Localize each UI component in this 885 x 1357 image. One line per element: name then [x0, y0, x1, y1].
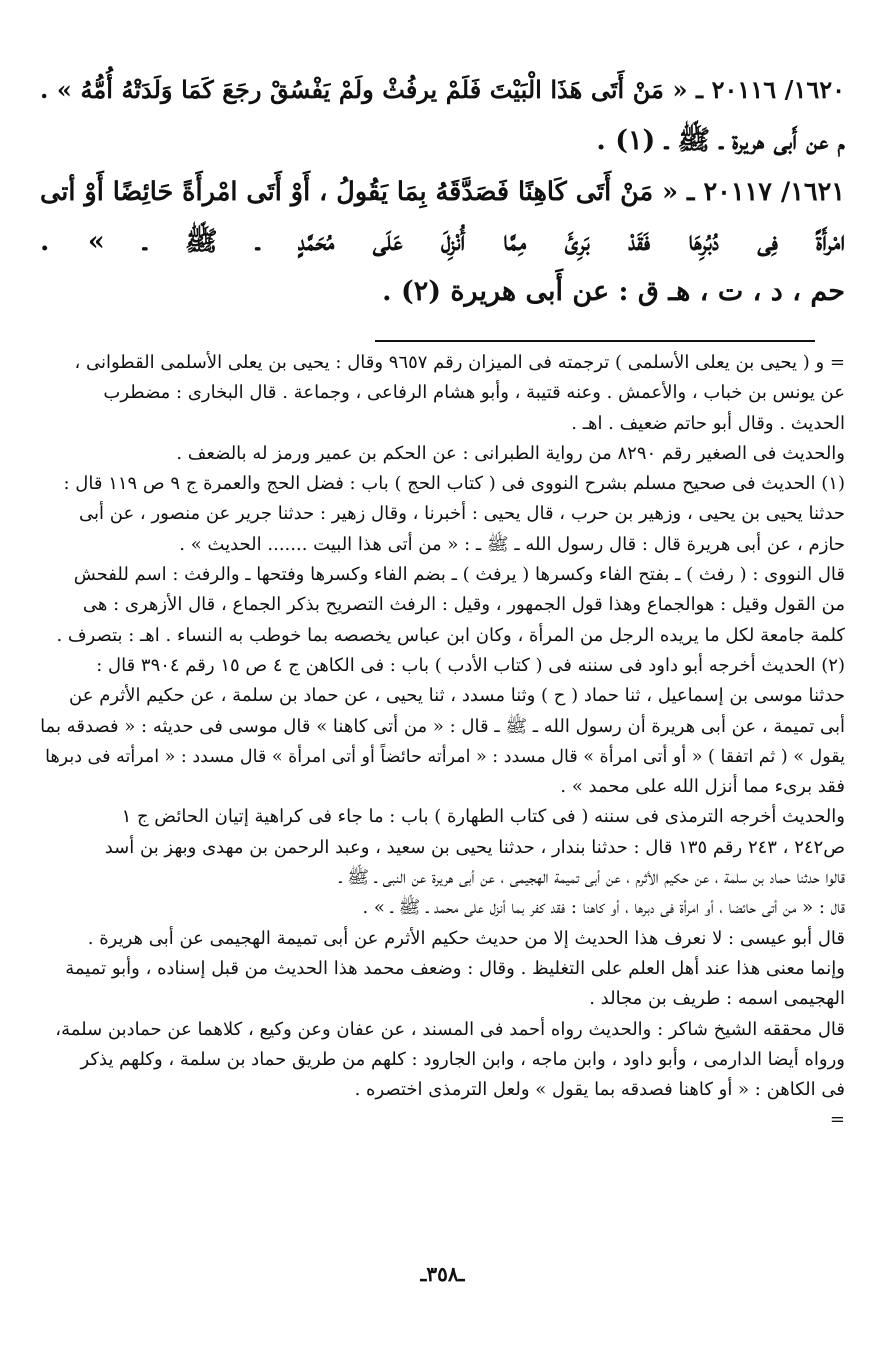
footnote-line: ورواه أيضا الدارمى ، وأبو داود ، وابن ماجه ، وابن الجارود : كلهم من طريق حماد بن سلمة ، وكلهم يذكر — [80, 1048, 845, 1070]
footnote-2-shakir — [35, 1015, 845, 1136]
footnote-line: قال : « من أتى حائضا ، أو امرأة فى دبرها ، أو كاهنا : فقد كفر بما أنزل على محمد ـ ﷺ ـ » . — [362, 897, 845, 919]
footnote-line: (١) الحديث فى صحيح مسلم بشرح النووى فى ( كتاب الحج ) باب : فضل الحج والعمرة ج ٩ ص ١١٩ قال : — [63, 473, 845, 495]
footnote-line: قال محققه الشيخ شاكر : والحديث رواه أحمد فى المسند ، عن عفان وعن وكيع ، كلاهما عن حمادبن سلمة، — [55, 1018, 845, 1040]
footnote-line: الحديث . وقال أبو حاتم ضعيف . اهـ . — [571, 412, 845, 434]
footnote-continuation — [35, 348, 845, 469]
footnote-line: فى الكاهن : « أو كاهنا فصدقه بما يقول » ولعل الترمذى اختصره . — [354, 1079, 845, 1101]
footnote-line: عن يونس بن خباب ، والأعمش . وعنه قتيبة ، وأبو هشام الرفاعى ، وجماعة . قال البخارى : مضطرب — [103, 382, 845, 404]
footnote-2 — [35, 651, 845, 802]
footnote-line: يقول » ( ثم اتفقا ) « أو أتى امرأة » قال مسدد : « امرأته حائضاً أو أتى امرأة » قال مسدد : « امرأته فى دبرها — [45, 746, 845, 767]
footnote-line: قال أبو عيسى : لا نعرف هذا الحديث إلا من حديث حكيم الأثرم عن أبى تميمة الهجيمى عن أبى هريرة . — [87, 927, 845, 949]
footnote-line: من القول وقيل : هوالجماع وهذا قول الجمهور ، وقيل : الرفث التصريح بذكر الجماع ، قال الأزهرى : هى — [82, 594, 845, 616]
footnote-line: = — [829, 1109, 845, 1131]
footnote-line: الهجيمى اسمه : طريف بن مجالد . — [589, 988, 845, 1010]
footnote-line: ص٢٤٢ ، ٢٤٣ رقم ١٣٥ قال : حدثنا بندار ، حدثنا يحيى بن سعيد ، وعبد الرحمن بن مهدى وبهز بن أسد — [104, 836, 845, 858]
footnote-line: حدثنا موسى بن إسماعيل ، ثنا حماد ( ح ) وثنا مسدد ، ثنا يحيى ، عن حماد بن سلمة ، عن حكيم الأثرم عن — [69, 685, 845, 707]
footnote-separator — [375, 340, 815, 342]
footnote-line: فقد برىء مما أنزل الله على محمد » . — [560, 776, 845, 798]
footnote-line: قال النووى : ( رفث ) ـ بفتح الفاء وكسرها ( يرفث ) ـ بضم الفاء وكسرها وفتحها ـ والرفث : اسم للفحش — [73, 564, 845, 586]
footnote-line: = و ( يحيى بن يعلى الأسلمى ) ترجمته فى الميزان رقم ٩٦٥٧ وقال : يحيى بن يعلى الأسلمى القطوانى ، — [74, 352, 845, 373]
footnote-line: والحديث فى الصغير رقم ٨٢٩٠ من رواية الطبرانى : عن الحكم بن عمير ورمز له بالضعف . — [176, 442, 845, 464]
footnote-line: والحديث أخرجه الترمذى فى سننه ( فى كتاب الطهارة ) باب : ما جاء فى كراهية إتيان الحائض ج ١ — [121, 806, 845, 828]
footnotes — [35, 348, 845, 1136]
footnote-1 — [35, 469, 845, 651]
footnote-line: (٢) الحديث أخرجه أبو داود فى سننه فى ( كتاب الأدب ) باب : فى الكاهن ج ٤ ص ١٥ رقم ٣٩٠٤ قال : — [96, 654, 845, 676]
footnote-line: أبى تميمة ، عن أبى هريرة أن رسول الله ـ ﷺ ـ قال : « من أتى كاهنا » قال موسى فى حديثه : « فصدقه بما — [40, 715, 845, 737]
hadith-1621-text-line2: امْرأَةً فِى دُبُرِهَا فَقَدْ بَرِئَ مِمَّا أُنْزِلَ عَلَى مُحَمَّدٍ ـ ﷺ ـ » . — [40, 226, 845, 257]
footnote-line: وإنما معنى هذا عند أهل العلم على التغليظ . وقال : وضعف محمد هذا الحديث من قبل إسناده ، وأبو تميمة — [65, 957, 845, 979]
hadith-1621-text-line1: ١٦٢١/ ٢٠١١٧ ـ « مَنْ أَتَى كَاهِنًا فَصَدَّقَهُ بِمَا يَقُولُ ، أَوْ أَتَى امْرأَةً حَائِضًا أَوْ أتى — [40, 177, 845, 207]
page-number: ـ٣٥٨ـ — [420, 1262, 465, 1286]
footnote-line: كلمة جامعة لكل ما يريده الرجل من المرأة ، وكان ابن عباس يخصصه بما خوطب به النساء . اهـ : بتصرف . — [56, 624, 845, 646]
footnote-2-tirmidhi — [35, 802, 845, 1014]
footnote-line: قالوا حدثنا حماد بن سلمة ، عن حكيم الأثرم ، عن أبى تميمة الهجيمى ، عن أبى هريرة عن النبى ـ ﷺ ـ — [339, 867, 845, 889]
hadith-1621-source: حم ، د ، ت ، هـ ق : عن أَبى هريرة (٢) . — [382, 276, 845, 307]
footnote-line: حازم ، عن أبى هريرة قال : قال رسول الله ـ ﷺ ـ : « من أتى هذا البيت ....... الحديث » . — [179, 533, 845, 555]
hadith-1620-source: م عن أَبى هريرة ـ ﷺ ـ (١) . — [596, 125, 845, 156]
footnote-line: حدثنا يحيى بن يحيى ، وزهير بن حرب ، قال يحيى : أخبرنا ، وقال زهير : حدثنا جرير عن منصور ، عن أبى — [79, 503, 845, 525]
hadith-1620-text: ١٦٢٠/ ٢٠١١٦ ـ « مَنْ أَتَى هَذَا الْبَيْتَ فَلَمْ يرفُثْ ولَمْ يَفْسُقْ رجَعَ كَمَا وَلَدَتْهُ أُمُّهُ » . — [40, 75, 845, 104]
